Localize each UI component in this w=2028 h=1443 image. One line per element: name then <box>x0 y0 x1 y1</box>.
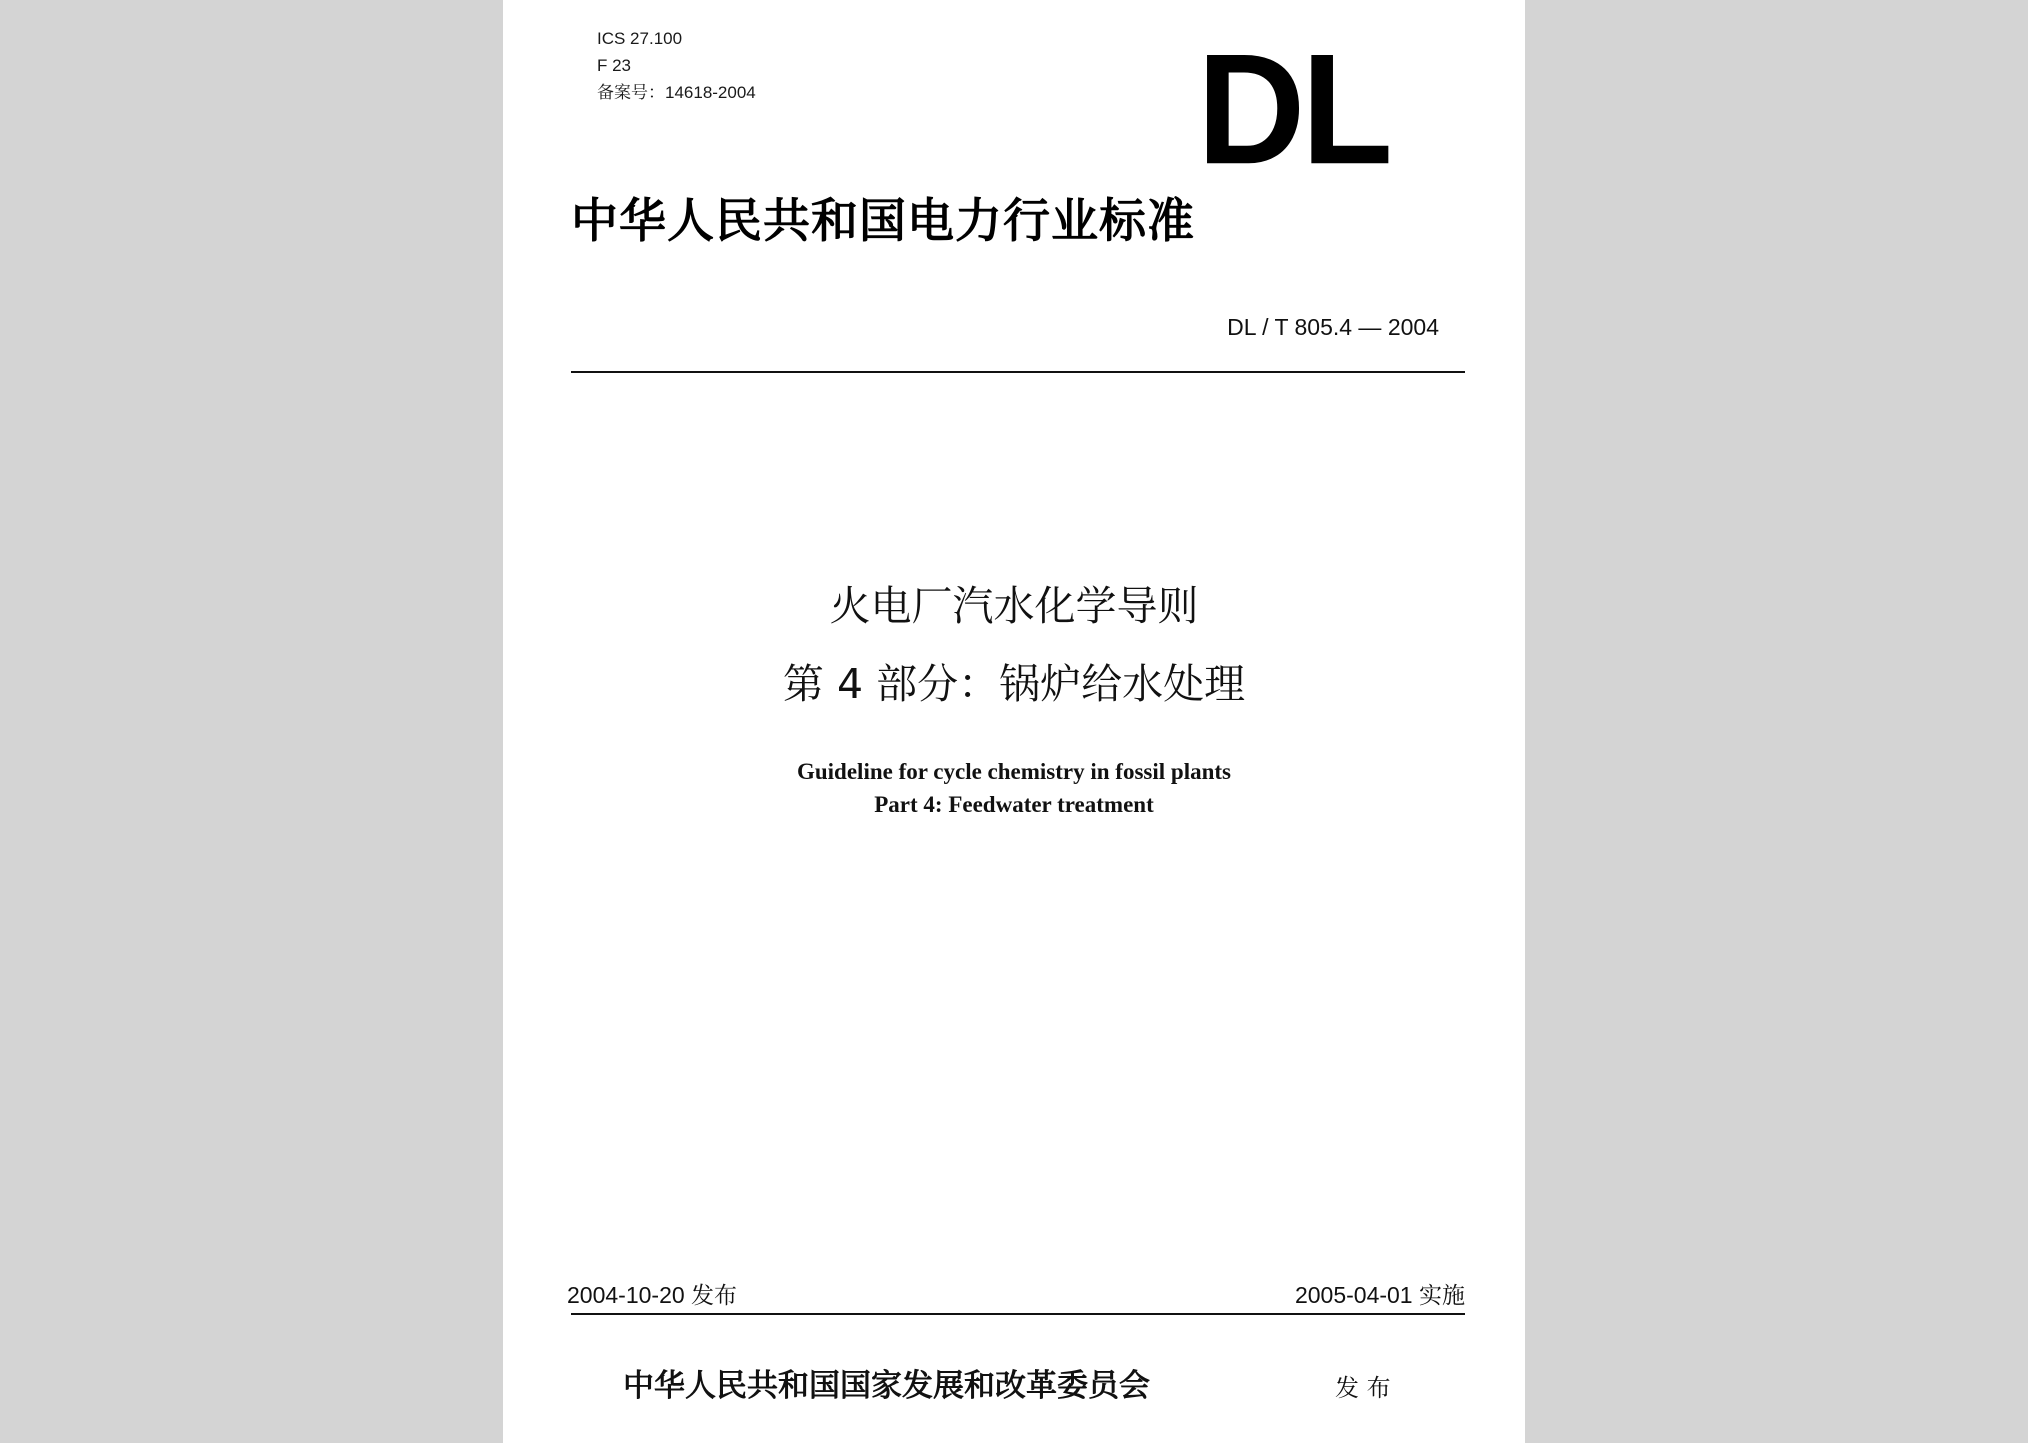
standard-code: DL / T 805.4 — 2004 <box>1227 314 1439 340</box>
document-page <box>503 0 1525 1443</box>
issuing-authority: 中华人民共和国国家发展和改革委员会 <box>623 1368 1150 1404</box>
classification-block <box>597 25 756 106</box>
effective-date: 2005-04-01 实施 <box>1294 1282 1465 1308</box>
title-cn-line2: 第 4 部分：锅炉给水处理 <box>782 660 1246 708</box>
dl-logo: DL <box>1197 20 1389 197</box>
title-cn-line1: 火电厂汽水化学导则 <box>829 582 1199 630</box>
filing-number: 备案号：14618-2004 <box>597 83 756 102</box>
footer-rule <box>571 1313 1465 1315</box>
issuing-action: 发 布 <box>1335 1374 1391 1402</box>
standard-category-title: 中华人民共和国电力行业标准 <box>571 194 1195 249</box>
header-rule <box>571 371 1465 373</box>
title-en-line2: Part 4: Feedwater treatment <box>874 792 1154 817</box>
ccs-code: F 23 <box>597 56 632 75</box>
ics-code: ICS 27.100 <box>597 29 683 48</box>
title-en-line1: Guideline for cycle chemistry in fossil plants <box>796 759 1231 784</box>
issue-date: 2004-10-20 发布 <box>567 1282 738 1308</box>
